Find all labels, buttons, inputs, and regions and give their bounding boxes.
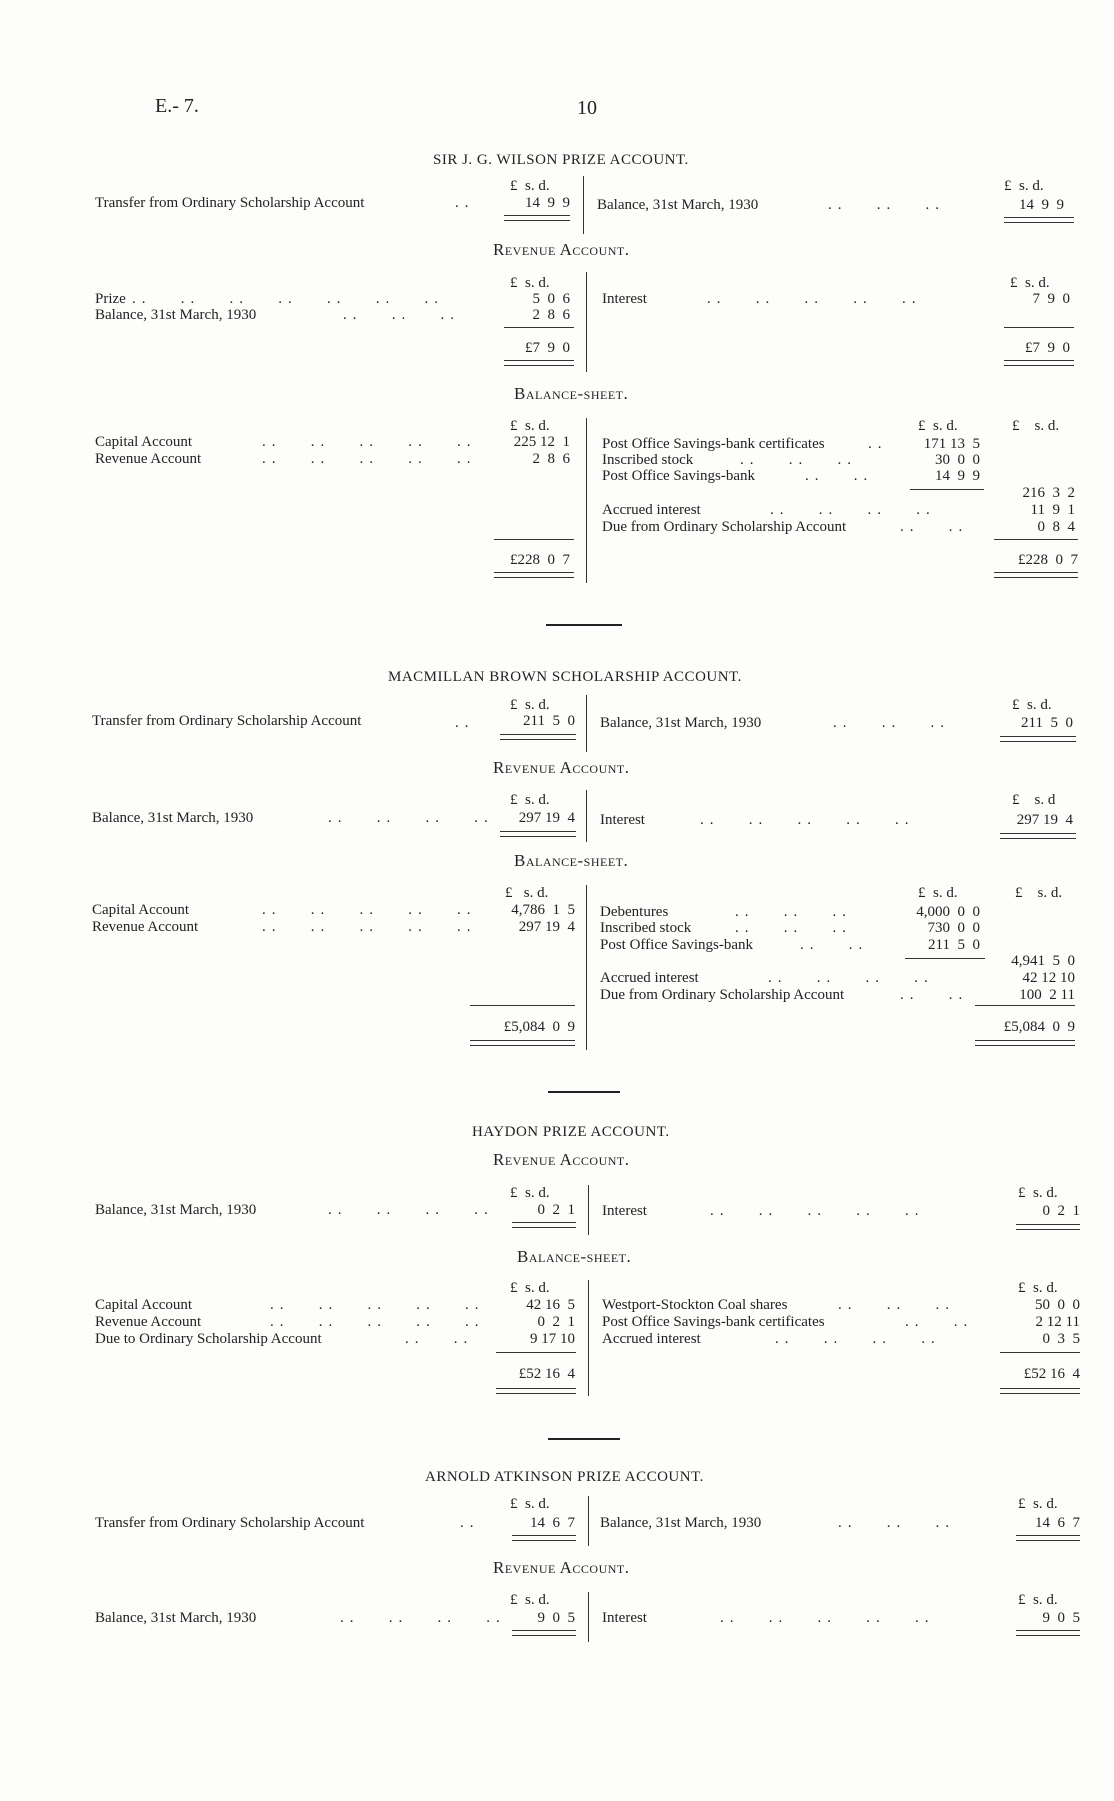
haydon-revenue-left-amount-1: 0 2 1: [537, 1202, 575, 1218]
haydon-bs-left-label-1: Capital Account: [95, 1297, 193, 1313]
wilson-bs-right-amount-1: 171 13 5: [923, 436, 980, 452]
wilson-bs-right-label-2: Inscribed stock: [602, 452, 694, 468]
leader-dots: .. .. ..: [343, 307, 460, 323]
macmillan-bs-currency-header-mid: £ s. d.: [918, 885, 958, 901]
leader-dots: .. .. .. .. ..: [262, 902, 477, 918]
atkinson-revenue-left-label-1: Balance, 31st March, 1930: [95, 1610, 257, 1626]
leader-dots: ..: [455, 195, 475, 211]
macmillan-bs-right-label-1: Debentures: [600, 904, 669, 920]
macmillan-transfer-left-amount: 211 5 0: [523, 713, 575, 729]
column-divider: [583, 176, 584, 234]
column-divider: [588, 1592, 589, 1642]
wilson-bs-currency-header-mid: £ s. d.: [918, 418, 958, 434]
macmillan-bs-left-amount-1: 4,786 1 5: [511, 902, 575, 918]
wilson-revenue-left-label-2: Balance, 31st March, 1930: [95, 307, 257, 323]
atkinson-transfer-right-label: Balance, 31st March, 1930: [600, 1515, 762, 1531]
subtotal-rule: [1000, 1352, 1080, 1353]
subtotal-rule: [910, 489, 984, 490]
atkinson-revenue-left-amount-1: 9 0 5: [537, 1610, 575, 1626]
macmillan-transfer-currency-header: £ s. d.: [510, 697, 550, 713]
macmillan-bs-left-total: £5,084 0 9: [503, 1019, 575, 1035]
haydon-bs-left-amount-3: 9 17 10: [530, 1331, 575, 1347]
wilson-revenue-title: Revenue Account.: [493, 240, 630, 259]
leader-dots: ..: [460, 1515, 480, 1531]
wilson-bs-right-amount-3: 14 9 9: [935, 468, 980, 484]
atkinson-revenue-right-amount-1: 9 0 5: [1042, 1610, 1080, 1626]
haydon-bs-left-amount-1: 42 16 5: [526, 1297, 575, 1313]
haydon-revenue-right-label-1: Interest: [602, 1203, 647, 1219]
wilson-bs-left-amount-2: 2 8 6: [532, 451, 570, 467]
wilson-transfer-left-amount: 14 9 9: [525, 195, 570, 211]
macmillan-bs-right-amount-5: 100 2 11: [1019, 987, 1075, 1003]
page-number: 10: [577, 97, 597, 119]
macmillan-transfer-currency-header-right: £ s. d.: [1012, 697, 1052, 713]
haydon-revenue-left-label-1: Balance, 31st March, 1930: [95, 1202, 257, 1218]
total-double-rule: [1004, 360, 1074, 366]
macmillan-revenue-title: Revenue Account.: [493, 758, 630, 777]
haydon-bs-right-amount-1: 50 0 0: [1035, 1297, 1080, 1313]
column-divider: [586, 885, 587, 1050]
wilson-transfer-currency-header: £ s. d.: [510, 178, 550, 194]
wilson-transfer-right-amount: 14 9 9: [1019, 197, 1064, 213]
atkinson-revenue-currency-header-right: £ s. d.: [1018, 1592, 1058, 1608]
macmillan-bs-subtotal: 4,941 5 0: [1011, 953, 1075, 969]
haydon-bs-right-amount-3: 0 3 5: [1042, 1331, 1080, 1347]
macmillan-revenue-left-label-1: Balance, 31st March, 1930: [92, 810, 254, 826]
document-reference: E.- 7.: [155, 95, 199, 117]
wilson-bs-left-label-1: Capital Account: [95, 434, 193, 450]
leader-dots: .. .. ..: [735, 904, 852, 920]
leader-dots: .. .. .. .. ..: [710, 1203, 925, 1219]
wilson-bs-right-total: £228 0 7: [1018, 552, 1078, 568]
leader-dots: .. .. ..: [838, 1515, 955, 1531]
total-double-rule: [500, 734, 576, 740]
leader-dots: .. .. ..: [828, 197, 945, 213]
leader-dots: .. ..: [800, 937, 869, 953]
haydon-bs-left-label-2: Revenue Account: [95, 1314, 202, 1330]
column-divider: [586, 695, 587, 752]
subtotal-rule: [905, 958, 985, 959]
leader-dots: .. .. ..: [735, 920, 852, 936]
wilson-revenue-left-amount-1: 5 0 6: [532, 291, 570, 307]
leader-dots: .. .. .. ..: [775, 1331, 941, 1347]
macmillan-revenue-currency-header-right: £ s. d: [1012, 792, 1056, 808]
column-divider: [586, 272, 587, 372]
wilson-revenue-right-amount-1: 7 9 0: [1032, 291, 1070, 307]
haydon-bs-right-label-3: Accrued interest: [602, 1331, 701, 1347]
atkinson-transfer-left-label: Transfer from Ordinary Scholarship Account: [95, 1515, 365, 1531]
haydon-bs-currency-header: £ s. d.: [510, 1280, 550, 1296]
wilson-bs-left-amount-1: 225 12 1: [513, 434, 570, 450]
section-separator: [548, 1091, 620, 1093]
total-double-rule: [1004, 217, 1074, 223]
atkinson-revenue-title: Revenue Account.: [493, 1558, 630, 1577]
wilson-bs-currency-header-right: £ s. d.: [1012, 418, 1060, 434]
leader-dots: .. .. ..: [833, 715, 950, 731]
atkinson-revenue-currency-header: £ s. d.: [510, 1592, 550, 1608]
macmillan-bs-right-label-2: Inscribed stock: [600, 920, 692, 936]
wilson-revenue-right-total: £7 9 0: [1025, 340, 1070, 356]
leader-dots: ..: [455, 715, 475, 731]
total-double-rule: [504, 215, 570, 221]
subtotal-rule: [494, 539, 574, 540]
haydon-title: HAYDON PRIZE ACCOUNT.: [472, 1124, 670, 1140]
total-double-rule: [470, 1040, 575, 1046]
subtotal-rule: [496, 1352, 576, 1353]
leader-dots: .. .. .. ..: [328, 1202, 494, 1218]
haydon-bs-right-label-1: Westport-Stockton Coal shares: [602, 1297, 788, 1313]
macmillan-bs-right-amount-3: 211 5 0: [928, 937, 980, 953]
macmillan-transfer-right-amount: 211 5 0: [1021, 715, 1073, 731]
macmillan-bs-left-amount-2: 297 19 4: [518, 919, 575, 935]
wilson-balance-sheet-title: Balance-sheet.: [514, 384, 629, 403]
leader-dots: .. .. .. .. ..: [262, 451, 477, 467]
leader-dots: .. .. ..: [838, 1297, 955, 1313]
macmillan-bs-right-amount-4: 42 12 10: [1022, 970, 1075, 986]
leader-dots: .. ..: [905, 1314, 974, 1330]
column-divider: [588, 1496, 589, 1546]
wilson-revenue-left-total: £7 9 0: [525, 340, 570, 356]
haydon-bs-left-total: £52 16 4: [518, 1366, 575, 1382]
macmillan-bs-currency-header-right: £ s. d.: [1015, 885, 1063, 901]
atkinson-transfer-currency-header: £ s. d.: [510, 1496, 550, 1512]
wilson-bs-subtotal: 216 3 2: [1022, 485, 1075, 501]
leader-dots: .. .. .. .. ..: [262, 919, 477, 935]
wilson-transfer-right-label: Balance, 31st March, 1930: [597, 197, 759, 213]
total-double-rule: [496, 1388, 576, 1394]
subtotal-rule: [504, 327, 574, 328]
total-double-rule: [1016, 1224, 1080, 1230]
leader-dots: .. .. .. ..: [340, 1610, 506, 1626]
haydon-bs-left-label-3: Due to Ordinary Scholarship Account: [95, 1331, 322, 1347]
wilson-bs-right-label-1: Post Office Savings-bank certificates: [602, 436, 825, 452]
section-separator: [546, 624, 622, 626]
leader-dots: .. .. .. .. ..: [262, 434, 477, 450]
total-double-rule: [500, 831, 576, 837]
macmillan-transfer-right-label: Balance, 31st March, 1930: [600, 715, 762, 731]
macmillan-transfer-left-label: Transfer from Ordinary Scholarship Account: [92, 713, 362, 729]
wilson-revenue-currency-header: £ s. d.: [510, 275, 550, 291]
atkinson-title: ARNOLD ATKINSON PRIZE ACCOUNT.: [425, 1469, 704, 1485]
section-separator: [548, 1438, 620, 1440]
macmillan-bs-right-amount-2: 730 0 0: [927, 920, 980, 936]
wilson-transfer-currency-header-right: £ s. d.: [1004, 178, 1044, 194]
leader-dots: .. ..: [805, 468, 874, 484]
total-double-rule: [975, 1040, 1075, 1046]
leader-dots: ..: [868, 436, 888, 452]
wilson-revenue-left-amount-2: 2 8 6: [532, 307, 570, 323]
macmillan-revenue-currency-header: £ s. d.: [510, 792, 550, 808]
haydon-bs-right-total: £52 16 4: [1023, 1366, 1080, 1382]
total-double-rule: [504, 360, 574, 366]
macmillan-bs-right-label-4: Accrued interest: [600, 970, 699, 986]
wilson-bs-left-total: £228 0 7: [510, 552, 570, 568]
leader-dots: .. .. .. .. ..: [720, 1610, 935, 1626]
total-double-rule: [512, 1222, 576, 1228]
haydon-bs-left-amount-2: 0 2 1: [537, 1314, 575, 1330]
macmillan-revenue-right-amount-1: 297 19 4: [1016, 812, 1073, 828]
wilson-bs-right-amount-5: 0 8 4: [1037, 519, 1075, 535]
macmillan-revenue-left-amount-1: 297 19 4: [518, 810, 575, 826]
total-double-rule: [512, 1535, 576, 1541]
macmillan-bs-left-label-2: Revenue Account: [92, 919, 199, 935]
wilson-revenue-left-label-1: Prize: [95, 291, 126, 307]
subtotal-rule: [994, 539, 1078, 540]
wilson-revenue-currency-header-right: £ s. d.: [1010, 275, 1050, 291]
leader-dots: .. ..: [405, 1331, 474, 1347]
haydon-bs-right-label-2: Post Office Savings-bank certificates: [602, 1314, 825, 1330]
leader-dots: .. .. .. ..: [770, 502, 936, 518]
column-divider: [588, 1280, 589, 1396]
wilson-bs-right-amount-4: 11 9 1: [1030, 502, 1075, 518]
column-divider: [586, 790, 587, 842]
column-divider: [586, 418, 587, 583]
total-double-rule: [1000, 833, 1076, 839]
macmillan-bs-right-label-3: Post Office Savings-bank: [600, 937, 754, 953]
atkinson-revenue-right-label-1: Interest: [602, 1610, 647, 1626]
wilson-revenue-right-label-1: Interest: [602, 291, 647, 307]
haydon-revenue-currency-header-right: £ s. d.: [1018, 1185, 1058, 1201]
leader-dots: .. .. .. .. ..: [270, 1297, 485, 1313]
total-double-rule: [1016, 1535, 1080, 1541]
wilson-bs-right-label-4: Accrued interest: [602, 502, 701, 518]
total-double-rule: [494, 572, 574, 578]
total-double-rule: [1000, 736, 1076, 742]
column-divider: [588, 1185, 589, 1235]
macmillan-balance-sheet-title: Balance-sheet.: [514, 851, 629, 870]
wilson-bs-currency-header: £ s. d.: [510, 418, 550, 434]
leader-dots: .. .. .. ..: [768, 970, 934, 986]
leader-dots: .. .. .. .. ..: [700, 812, 915, 828]
leader-dots: .. .. .. .. ..: [707, 291, 922, 307]
atkinson-transfer-right-amount: 14 6 7: [1035, 1515, 1080, 1531]
leader-dots: .. .. .. .. ..: [270, 1314, 485, 1330]
macmillan-bs-right-amount-1: 4,000 0 0: [916, 904, 980, 920]
atkinson-transfer-left-amount: 14 6 7: [530, 1515, 575, 1531]
total-double-rule: [1000, 1388, 1080, 1394]
haydon-revenue-title: Revenue Account.: [493, 1150, 630, 1169]
wilson-bs-right-label-5: Due from Ordinary Scholarship Account: [602, 519, 847, 535]
haydon-bs-currency-header-right: £ s. d.: [1018, 1280, 1058, 1296]
macmillan-bs-currency-header: £ s. d.: [505, 885, 549, 901]
subtotal-rule: [975, 1005, 1075, 1006]
leader-dots: .. ..: [900, 987, 969, 1003]
macmillan-bs-left-label-1: Capital Account: [92, 902, 190, 918]
leader-dots: .. .. .. ..: [328, 810, 494, 826]
haydon-balance-sheet-title: Balance-sheet.: [517, 1247, 632, 1266]
haydon-revenue-currency-header: £ s. d.: [510, 1185, 550, 1201]
haydon-bs-right-amount-2: 2 12 11: [1035, 1314, 1080, 1330]
leader-dots: .. .. .. .. .. .. ..: [132, 291, 444, 307]
wilson-title: SIR J. G. WILSON PRIZE ACCOUNT.: [433, 152, 689, 168]
wilson-bs-left-label-2: Revenue Account: [95, 451, 202, 467]
wilson-bs-right-amount-2: 30 0 0: [935, 452, 980, 468]
total-double-rule: [512, 1630, 576, 1636]
macmillan-bs-right-label-5: Due from Ordinary Scholarship Account: [600, 987, 845, 1003]
macmillan-revenue-right-label-1: Interest: [600, 812, 645, 828]
subtotal-rule: [470, 1005, 575, 1006]
macmillan-title: MACMILLAN BROWN SCHOLARSHIP ACCOUNT.: [388, 669, 742, 685]
leader-dots: .. .. ..: [740, 452, 857, 468]
total-double-rule: [1016, 1630, 1080, 1636]
wilson-transfer-left-label: Transfer from Ordinary Scholarship Account: [95, 195, 365, 211]
leader-dots: .. ..: [900, 519, 969, 535]
total-double-rule: [994, 572, 1078, 578]
haydon-revenue-right-amount-1: 0 2 1: [1042, 1203, 1080, 1219]
subtotal-rule: [1004, 327, 1074, 328]
atkinson-transfer-currency-header-right: £ s. d.: [1018, 1496, 1058, 1512]
wilson-bs-right-label-3: Post Office Savings-bank: [602, 468, 756, 484]
macmillan-bs-right-total: £5,084 0 9: [1003, 1019, 1075, 1035]
